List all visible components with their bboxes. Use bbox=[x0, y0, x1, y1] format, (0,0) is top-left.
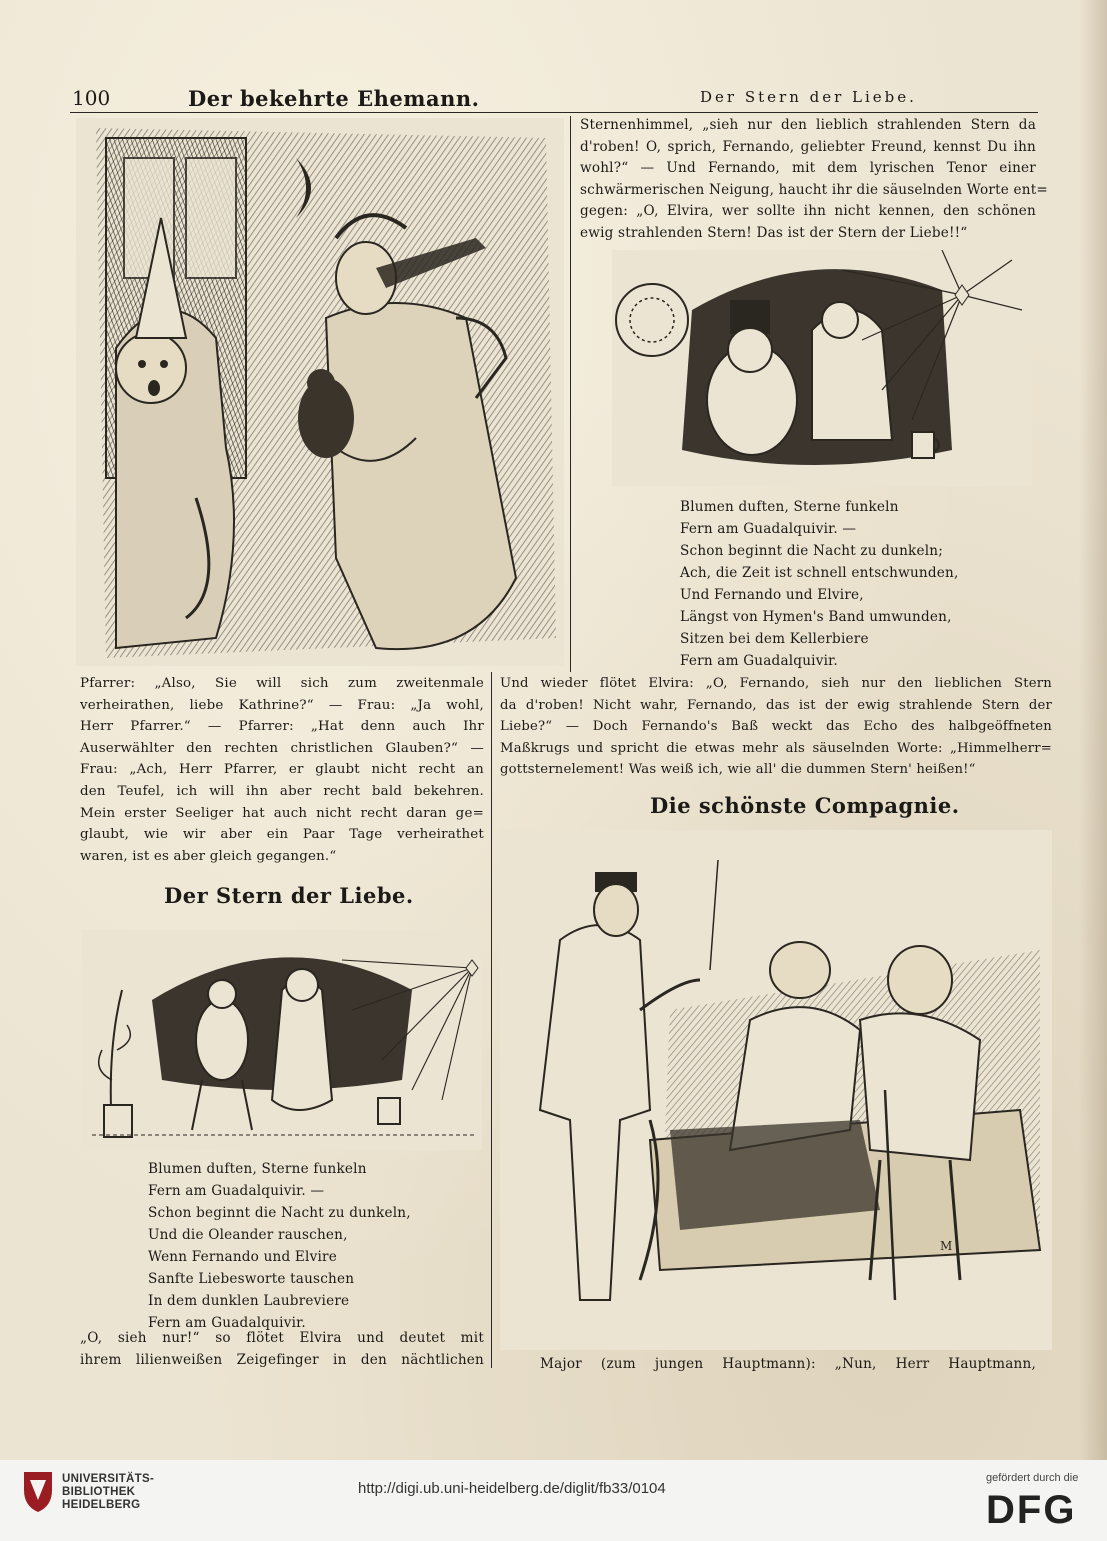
artist-monogram-icon: M bbox=[940, 1239, 953, 1253]
right-mid-paragraph: Und wieder flötet Elvira: „O, Fernando, sieh nur den lieblichen Stern da d'roben! Nicht wahr, Fernando, das ist der ewig strahlende Stern der Liebe?“ — Doch Fernando's Baß weckt das Echo des halbgeöffneten Maßkrugs und spricht die etwas mehr als säuselnden Worte: „Himmelherr= gottsternelement! Was weiß ich, wie all' die dummen Stern' heißen!“ bbox=[500, 676, 1052, 778]
right-top-paragraph: Sternenhimmel, „sieh nur den lieblich strahlenden Stern da d'roben! O, sprich, Fernando, geliebter Freund, kennst Du ihn wohl?“ — Und Fernando, mit dem lyrischen Tenor einer schwärmerischen Neigung, haucht ihr die säuselnden Worte ent= gegen: „O, Elvira, wer sollte ihn nicht kennen, den schönen ewig strahlenden Stern! Das ist der Stern der Liebe!!“ bbox=[580, 117, 1048, 241]
digital-library-url[interactable]: http://digi.ub.uni-heidelberg.de/diglit/fb33/0104 bbox=[358, 1480, 666, 1497]
university-logo-icon bbox=[20, 1466, 56, 1514]
left-bottom-paragraph: „O, sieh nur!“ so flötet Elvira und deutet mit ihrem lilienweißen Zeigefinger in den nächtlichen bbox=[80, 1330, 484, 1368]
page-edge-shadow bbox=[1079, 0, 1107, 1460]
right-poem: Blumen duften, Sterne funkeln Fern am Guadalquivir. — Schon beginnt die Nacht zu dunkeln; Ach, die Zeit ist schnell entschwunden, Und Fernando und Elvire, Längst von Hymen's Band umwunden, Sitzen bei dem Kellerbiere Fern am Guadalquivir. bbox=[680, 499, 959, 669]
article-title-stern-der-liebe: Der Stern der Liebe. bbox=[164, 883, 414, 908]
running-title: Der Stern der Liebe. bbox=[700, 88, 917, 106]
article-title-schoenste-compagnie: Die schönste Compagnie. bbox=[650, 793, 960, 818]
header-rule bbox=[70, 112, 1038, 113]
column-divider-bottom bbox=[491, 672, 492, 1368]
left-poem: Blumen duften, Sterne funkeln Fern am Guadalquivir. — Schon beginnt die Nacht zu dunkeln, Und die Oleander rauschen, Wenn Fernando und Elvire Sanfte Liebesworte tauschen In dem dunklen Laubreviere Fern am Guadalquivir. bbox=[148, 1161, 411, 1331]
funding-note: gefördert durch die bbox=[986, 1472, 1079, 1484]
illustration-serenade bbox=[82, 930, 482, 1150]
left-dialogue-paragraph: Pfarrer: „Also, Sie will sich zum zweitenmale verheirathen, liebe Kathrine?“ — Frau: „Ja wohl, Herr Pfarrer.“ — Pfarrer: „Hat denn auch Ihr Auserwählter den rechten christlichen Glauben?“ — Frau: „Ach, Herr Pfarrer, er glaubt nicht recht an den Teufel, ich will ihn aber recht bald bekehren. Mein erster Seeliger hat auch nicht recht daran ge= glaubt, wie wir aber ein Paar Tage verheirathet waren, ist es aber gleich gegangen.“ bbox=[80, 676, 484, 864]
page-number: 100 bbox=[72, 86, 111, 110]
illustration-officers bbox=[500, 830, 1052, 1350]
column-divider-top bbox=[570, 116, 571, 672]
right-bottom-caption: Major (zum jungen Hauptmann): „Nun, Herr Hauptmann, bbox=[540, 1356, 1036, 1372]
illustration-fernando-elvira-beer bbox=[612, 250, 1032, 486]
viewer-footer bbox=[0, 1460, 1107, 1541]
dfg-logo: DFG bbox=[986, 1488, 1077, 1532]
university-library-name: UNIVERSITÄTS- BIBLIOTHEK HEIDELBERG bbox=[62, 1473, 155, 1511]
article-title-bekehrte-ehemann: Der bekehrte Ehemann. bbox=[188, 86, 480, 111]
illustration-pfarrer-scene bbox=[76, 118, 564, 666]
